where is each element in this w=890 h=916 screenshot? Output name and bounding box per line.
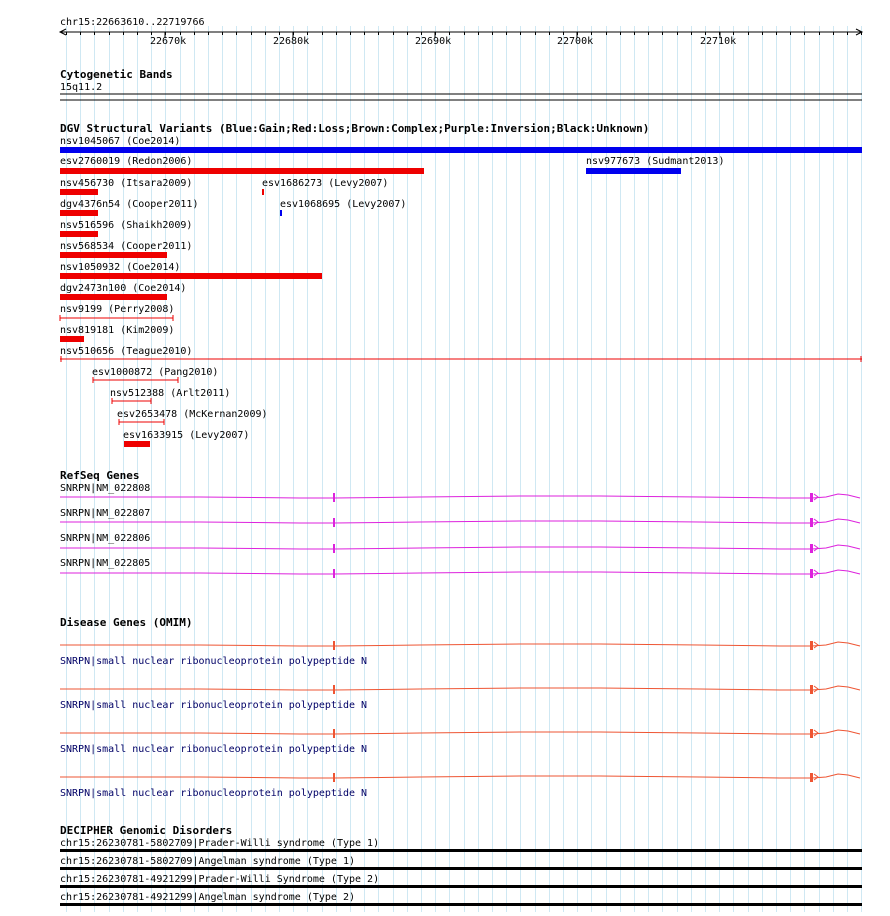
variant-label[interactable]: nsv568534 (Cooper2011) <box>60 241 193 252</box>
loss-variant-bar[interactable] <box>60 294 167 300</box>
loss-variant-bar[interactable] <box>60 336 84 342</box>
exon-mark <box>333 493 335 502</box>
loss-variant-bar[interactable] <box>60 273 322 279</box>
loss-variant-bar[interactable] <box>262 189 264 195</box>
gain-variant-bar[interactable] <box>586 168 681 174</box>
loss-variant-span[interactable] <box>60 315 173 321</box>
variant-label[interactable]: esv2653478 (McKernan2009) <box>117 409 268 420</box>
decipher-title: DECIPHER Genomic Disorders <box>60 824 233 837</box>
loss-variant-bar[interactable] <box>60 210 98 216</box>
strand-arrow-icon <box>814 642 818 648</box>
omim-title: Disease Genes (OMIM) <box>60 616 193 629</box>
strand-arrow-icon <box>814 774 818 780</box>
loss-variant-bar[interactable] <box>124 441 150 447</box>
refseq-title: RefSeq Genes <box>60 469 140 482</box>
variant-label[interactable]: nsv456730 (Itsara2009) <box>60 178 193 189</box>
gene-label[interactable]: SNRPN|NM_022807 <box>60 508 151 519</box>
variant-label[interactable]: esv1000872 (Pang2010) <box>92 367 219 378</box>
disorder-bar[interactable] <box>60 885 862 888</box>
exon-mark <box>810 493 813 502</box>
variant-label[interactable]: esv1633915 (Levy2007) <box>123 430 250 441</box>
variant-label[interactable]: esv1068695 (Levy2007) <box>280 199 407 210</box>
omim-gene-label[interactable]: SNRPN|small nuclear ribonucleoprotein polypeptide N <box>60 788 368 799</box>
variant-label[interactable]: nsv819181 (Kim2009) <box>60 325 175 336</box>
gene-label[interactable]: SNRPN|NM_022805 <box>60 558 151 569</box>
strand-arrow-icon <box>814 570 818 576</box>
disorder-bar[interactable] <box>60 867 862 870</box>
disorder-label[interactable]: chr15:26230781-5802709|Prader-Willi syndrome (Type 1) <box>60 838 380 849</box>
exon-mark <box>810 518 813 527</box>
dgv-track <box>60 122 862 447</box>
variant-label[interactable]: dgv4376n54 (Cooper2011) <box>60 199 199 210</box>
loss-variant-bar[interactable] <box>60 231 98 237</box>
tick-label: 22690k <box>415 36 452 47</box>
disorder-label[interactable]: chr15:26230781-5802709|Angelman syndrome (Type 1) <box>60 856 356 867</box>
exon-mark <box>810 641 813 650</box>
omim-gene-label[interactable]: SNRPN|small nuclear ribonucleoprotein polypeptide N <box>60 700 368 711</box>
omim-gene-label[interactable]: SNRPN|small nuclear ribonucleoprotein polypeptide N <box>60 656 368 667</box>
variant-label[interactable]: nsv977673 (Sudmant2013) <box>586 156 725 167</box>
exon-mark <box>810 729 813 738</box>
exon-mark <box>333 544 335 553</box>
gain-variant-bar[interactable] <box>60 147 862 153</box>
exon-mark <box>333 773 335 782</box>
variant-label[interactable]: dgv2473n100 (Coe2014) <box>60 283 187 294</box>
gene-label[interactable]: SNRPN|NM_022806 <box>60 533 151 544</box>
tick-label: 22680k <box>273 36 310 47</box>
disorder-bar[interactable] <box>60 849 862 852</box>
strand-arrow-icon <box>814 686 818 692</box>
cytoband-title: Cytogenetic Bands <box>60 68 173 81</box>
cytoband-label: 15q11.2 <box>60 82 103 93</box>
variant-label[interactable]: nsv512388 (Arlt2011) <box>110 388 231 399</box>
exon-mark <box>333 518 335 527</box>
variant-label[interactable]: esv1686273 (Levy2007) <box>262 178 389 189</box>
exon-mark <box>810 544 813 553</box>
tick-label: 22710k <box>700 36 737 47</box>
strand-arrow-icon <box>814 545 818 551</box>
exon-mark <box>333 729 335 738</box>
exon-mark <box>333 569 335 578</box>
tick-label: 22670k <box>150 36 187 47</box>
loss-variant-bar[interactable] <box>60 252 167 258</box>
variant-label[interactable]: nsv1050932 (Coe2014) <box>60 262 181 273</box>
disorder-label[interactable]: chr15:26230781-4921299|Angelman syndrome (Type 2) <box>60 892 356 903</box>
variant-label[interactable]: nsv1045067 (Coe2014) <box>60 136 181 147</box>
decipher-track <box>60 824 862 906</box>
gain-variant-bar[interactable] <box>280 210 282 216</box>
gene-label[interactable]: SNRPN|NM_022808 <box>60 483 151 494</box>
strand-arrow-icon <box>814 494 818 500</box>
strand-arrow-icon <box>814 730 818 736</box>
loss-variant-bar[interactable] <box>60 168 424 174</box>
strand-arrow-icon <box>814 519 818 525</box>
exon-mark <box>810 685 813 694</box>
variant-label[interactable]: nsv516596 (Shaikh2009) <box>60 220 193 231</box>
exon-mark <box>333 685 335 694</box>
variant-label[interactable]: esv2760019 (Redon2006) <box>60 156 193 167</box>
exon-mark <box>333 641 335 650</box>
coordinate-label: chr15:22663610..22719766 <box>60 17 205 28</box>
variant-label[interactable]: nsv9199 (Perry2008) <box>60 304 175 315</box>
omim-gene-label[interactable]: SNRPN|small nuclear ribonucleoprotein polypeptide N <box>60 744 368 755</box>
exon-mark <box>810 773 813 782</box>
tick-label: 22700k <box>557 36 594 47</box>
disorder-bar[interactable] <box>60 903 862 906</box>
exon-mark <box>810 569 813 578</box>
ruler-track <box>60 17 862 47</box>
dgv-title: DGV Structural Variants (Blue:Gain;Red:Loss;Brown:Complex;Purple:Inversion;Black:Unknown) <box>60 122 650 135</box>
variant-label[interactable]: nsv510656 (Teague2010) <box>60 346 193 357</box>
loss-variant-bar[interactable] <box>60 189 98 195</box>
disorder-label[interactable]: chr15:26230781-4921299|Prader-Willi Syndrome (Type 2) <box>60 874 380 885</box>
